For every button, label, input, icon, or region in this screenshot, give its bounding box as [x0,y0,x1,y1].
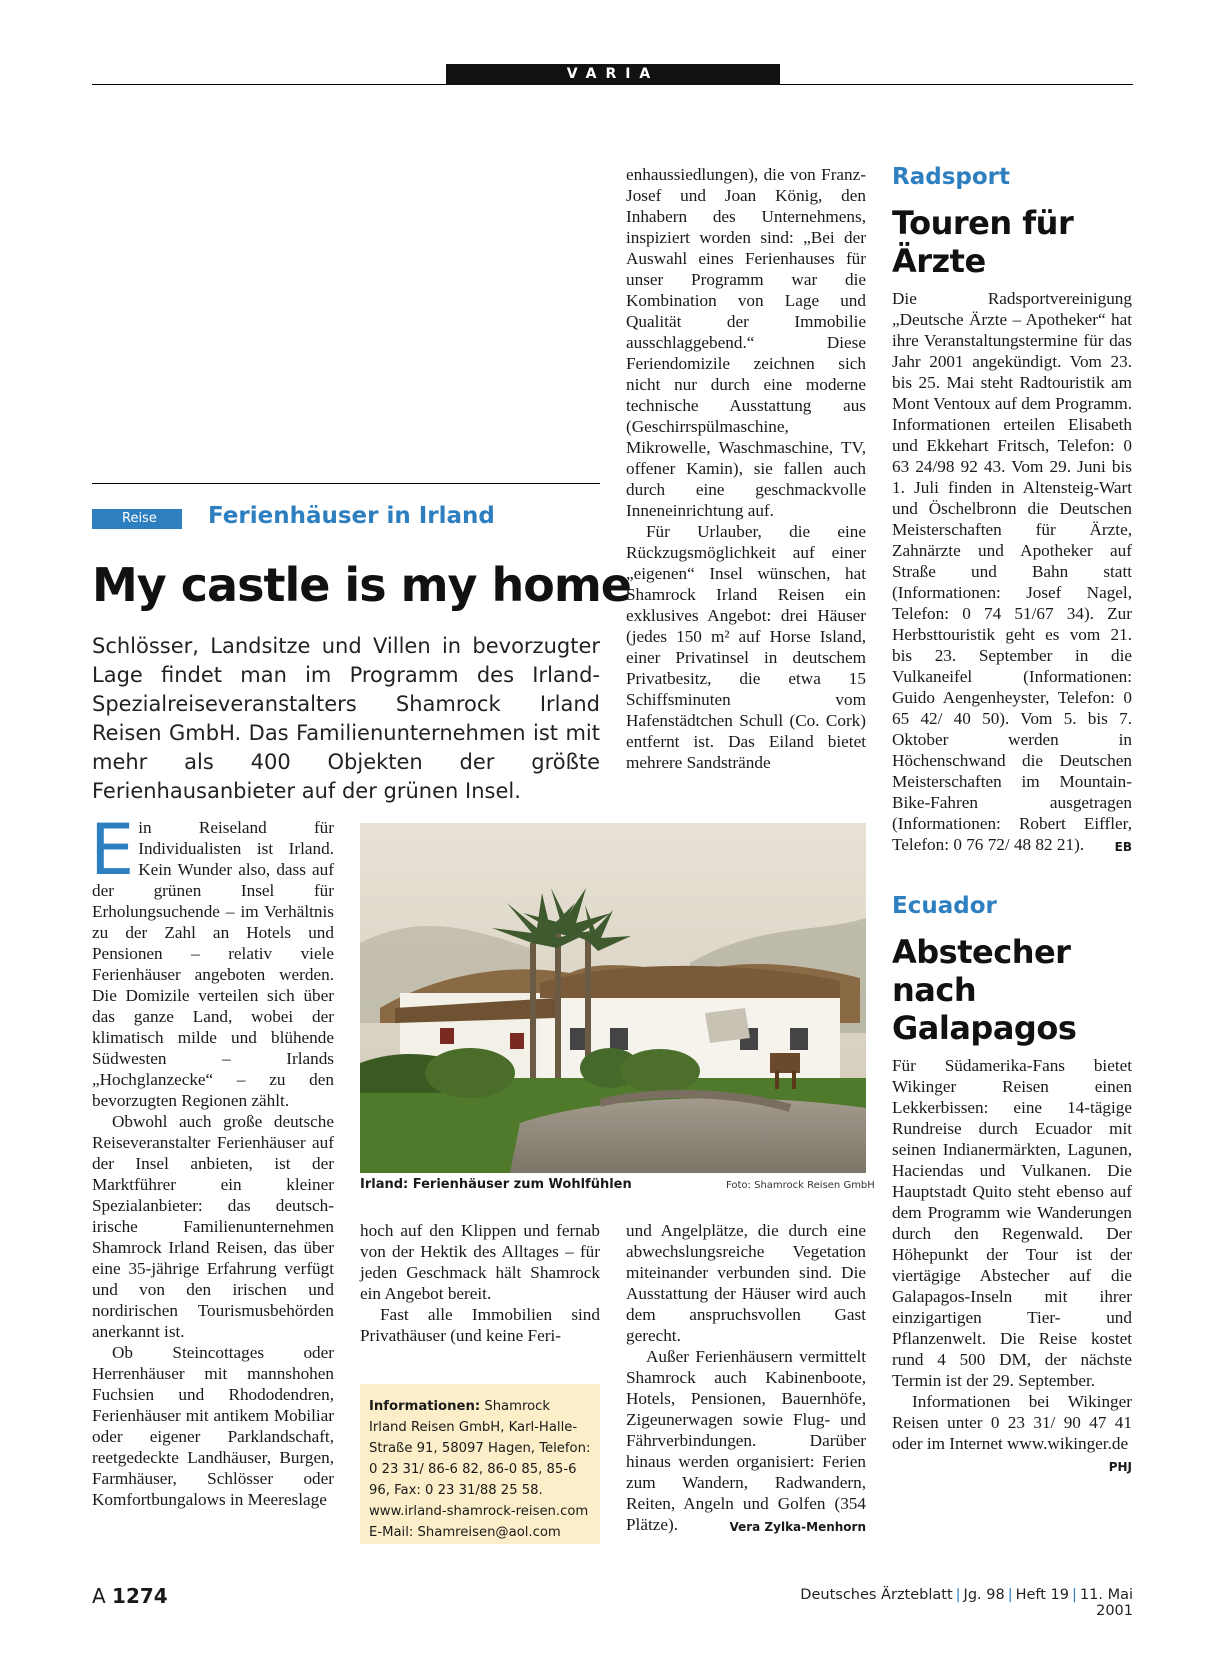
photo-credit: Foto: Shamrock Reisen GmbH [726,1180,875,1191]
journal-issue: Heft 19 [1015,1587,1070,1603]
article-lead: Schlösser, Landsitze und Villen in bevorzugter Lage findet man im Programm des Irland-Spezialreiseveranstalters Shamrock Irland Reisen GmbH. Das Familienunternehmen ist mit mehr als 400 Objekten der größte Ferienhausanbieter auf der grünen Insel. [92,634,600,803]
cottage-photo [360,823,866,1173]
article-column-2 [360,1220,600,1346]
article-kicker: Ferienhäuser in Irland [208,503,495,529]
article-column-3-bottom [626,1220,866,1538]
paragraph-text: Außer Ferienhäusern vermittelt Shamrock auch Kabinenboote, Hotels, Pensionen, Bauernhöfe, Zigeunerwagen sowie Flug- und Fährverbindungen. Darüber hinaus werden organisiert: Ferien zum Wandern, Radwandern, Reiten, Angeln und Golfen (354 Plätze). [626,1347,866,1534]
info-website[interactable]: www.irland-shamrock-reisen.com [369,1504,589,1519]
journal-info: Deutsches Ärzteblatt | Jg. 98 | Heft 19 | 11. Mai 2001 [800,1587,1133,1619]
page-number [92,1584,168,1608]
page-number-value: 1274 [112,1584,168,1608]
paragraph: Ob Steincottages oder Herrenhäuser mit mannshohen Fuchsien und Rhododendren, Ferienhäuser mit antikem Mobiliar oder eigener Parklandschaft, reetgedeckte Landhäuser, Burgen, Farmhäuser, Schlösser oder Komfortbungalows in Meereslage [92,1343,334,1509]
paragraph: Fast alle Immobilien sind Privathäuser (und keine Feri- [360,1305,600,1345]
paragraph: Die Radsportvereinigung „Deutsche Ärzte – Apotheker“ hat ihre Veranstaltungstermine für das Jahr 2001 angekündigt. Vom 23. bis 25. Mai steht Radtouristik am Mont Ventoux auf dem Programm. Informationen erteilen Elisabeth und Ekkehart Fritsch, Telefon: 0 63 24/98 92 43. Vom 29. Juni bis 1. Juli finden in Altensteig-Wart und Öschelbronn die Deutschen Meisterschaften für Ärzte, Zahnärzte und Apotheker auf Straße und Bahn statt (Informationen: Josef Nagel, Telefon: 0 74 51/67 34). Zur Herbsttouristik geht es vom 21. bis 23. September in die Vulkaneifel (Informationen: Guido Aengenheyster, Telefon: 0 65 42/ 40 50). Vom 5. bis 7. Oktober werden in Höchenschwand die Deutschen Meisterschaften im Mountain-Bike-Fahren ausgetragen (Informationen: Robert Eiffler, Telefon: 0 76 72/ 48 82 21). [892,289,1132,854]
photo-caption: Irland: Ferienhäuser zum Wohlfühlen [360,1177,632,1192]
article-column-3-top [626,164,866,773]
paragraph: Für Urlauber, die eine Rückzugsmöglichkeit auf einer „eigenen“ Insel wünschen, hat Shamrock Irland Reisen ein exklusives Angebot: drei Häuser (jedes 150 m² auf Horse Island, einer Privatinsel in deutschem Privatbesitz, die etwa 15 Schiffsminuten vom Hafenstädtchen Schull (Co. Cork) entfernt ist. Das Eiland bietet mehrere Sandstrände [626,522,866,772]
article-author: Vera Zylka-Menhorn [729,1520,866,1534]
info-label: Informationen: [369,1399,481,1414]
category-tag: Reise [92,509,182,529]
article-column-1 [90,809,334,1510]
paragraph: in Reiseland für Individualisten ist Irland. Kein Wunder also, dass auf der grünen Insel für Erholungsuchende – im Verhältnis zu der Zahl an Hotels und Pensionen – relativ viele Ferienhäuser angeboten werden. Die Domizile verteilen sich über das ganze Land, wobei der klimatisch milde und blühende Südwesten – Irlands „Hochglanzecke“ – zu den bevorzugten Regionen zählt. [92,818,334,1110]
ecuador-signature: PHJ [1108,1460,1132,1474]
sidebar-column [892,164,1132,1478]
paragraph: Für Südamerika-Fans bietet Wikinger Reisen einen Lekkerbissen: eine 14-tägige Rundreise durch Ecuador mit seinen Indianermärkten, Lagunen, Haciendas und Vulkanen. Die Hauptstadt Quito steht ebenso auf dem Programm wie Wanderungen durch den Regenwald. Der Höhepunkt der Tour ist der viertägige Abstecher auf die Galapagos-Inseln mit ihrer einzigartigen Tier- und Pflanzenwelt. Die Reise kostet rund 4 500 DM, der nächste Termin ist der 29. September. [892,1056,1132,1390]
radsport-title: Touren für Ärzte [892,204,1074,280]
article-title: My castle is my home [92,558,632,612]
drop-cap: E [90,809,135,891]
ecuador-title: Abstecher nach Galapagos [892,933,1077,1047]
info-box [360,1384,600,1544]
paragraph: enhaussiedlungen), die von Franz-Josef und Joan König, den Inhabern des Unternehmens, inspiziert worden sind: „Bei der Auswahl eines Ferienhauses für unser Programm war die Kombination von Lage und Qualität der Immobilie ausschlaggebend.“ Diese Feriendomizile zeichnen sich nicht nur durch eine moderne technische Ausstattung aus (Geschirrspülmaschine, Mikrowelle, Waschmaschine, TV, offener Kamin), sie fallen auch durch eine geschmackvolle Inneneinrichtung auf. [626,165,866,520]
paragraph [626,1346,866,1535]
paragraph: und Angelplätze, die durch eine abwechslungsreiche Vegetation miteinander verbunden sind. Die Ausstattung der Häuser wird auch dem anspruchsvollen Gast gerecht. [626,1221,866,1345]
ecuador-body [892,1055,1132,1474]
article-rule [92,483,600,484]
radsport-body [892,288,1132,855]
paragraph: Obwohl auch große deutsche Reiseveranstalter Ferienhäuser auf der Insel anbieten, ist der Marktführer ein kleiner Spezialanbieter: das deutsch-irische Familienunternehmen Shamrock Irland Reisen, das über eine 35-jährige Erfahrung verfügt und von den irischen und nordirischen Tourismusbehörden anerkannt ist. [92,1112,334,1341]
radsport-signature: EB [1114,840,1132,854]
radsport-kicker: Radsport [892,164,1010,190]
journal-name: Deutsches Ärzteblatt [800,1587,953,1603]
journal-volume: Jg. 98 [963,1587,1005,1603]
page-prefix: A [92,1584,106,1608]
section-header: VARIA [446,64,780,85]
info-address: Shamrock Irland Reisen GmbH, Karl-Halle-Straße 91, 58097 Hagen, Telefon: 0 23 31/ 86-6 82, 86-0 85, 85-6 96, Fax: 0 23 31/88 25 58. [369,1399,591,1498]
info-email[interactable]: E-Mail: Shamreisen@aol.com [369,1525,561,1540]
paragraph: Informationen bei Wikinger Reisen unter 0 23 31/ 90 47 41 oder im Internet www.wikinger.de [892,1392,1132,1453]
cottage-photo-image [360,823,866,1173]
ecuador-kicker: Ecuador [892,893,997,919]
paragraph: hoch auf den Klippen und fernab von der Hektik des Alltages – für jeden Geschmack hält Shamrock ein Angebot bereit. [360,1221,600,1303]
journal-date: 11. Mai 2001 [1079,1587,1133,1619]
